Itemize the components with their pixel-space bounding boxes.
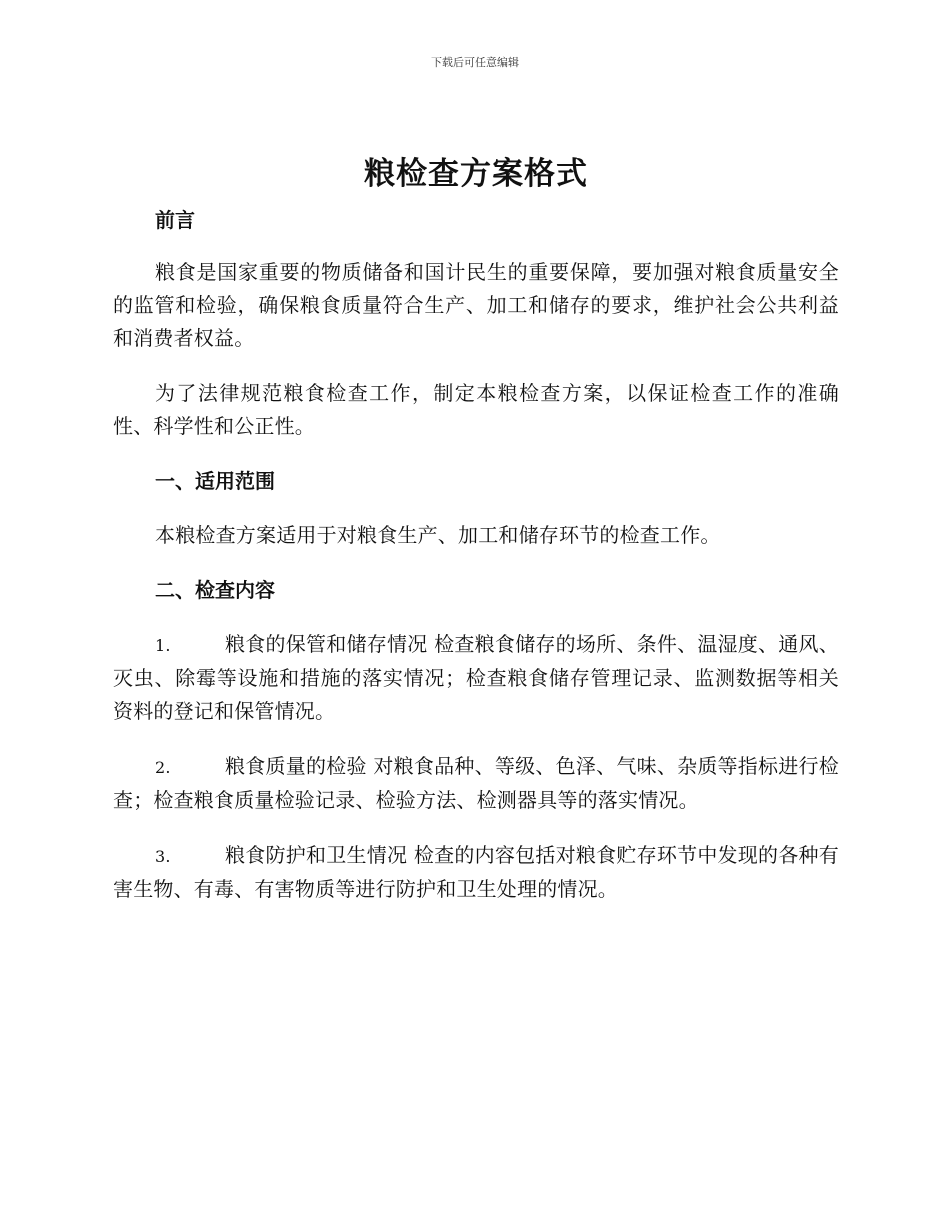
page-title: 粮检查方案格式 xyxy=(364,156,588,192)
list-item xyxy=(113,750,839,817)
content-heading: 二、检查内容 xyxy=(155,578,275,602)
list-item-text: 粮食防护和卫生情况 检查的内容包括对粮食贮存环节中发现的各种有害生物、有毒、有害物质等进行防护和卫生处理的情况。 xyxy=(113,843,839,901)
header-note: 下载后可任意编辑 xyxy=(431,56,519,69)
list-item-number: 1. xyxy=(155,636,171,655)
scope-paragraph: 本粮检查方案适用于对粮食生产、加工和储存环节的检查工作。 xyxy=(155,523,721,547)
list-item-number: 2. xyxy=(155,758,171,777)
list-item-number: 3. xyxy=(155,847,171,866)
list-item-text: 粮食的保管和储存情况 检查粮食储存的场所、条件、温湿度、通风、灭虫、除霉等设施和措施的落实情况；检查粮食储存管理记录、监测数据等相关资料的登记和保管情况。 xyxy=(113,632,839,723)
document-body xyxy=(113,150,839,906)
list-item xyxy=(113,628,839,728)
list-item xyxy=(113,839,839,906)
list-item-text: 粮食质量的检验 对粮食品种、等级、色泽、气味、杂质等指标进行检查；检查粮食质量检验记录、检验方法、检测器具等的落实情况。 xyxy=(113,754,839,812)
preface-paragraph-2: 为了法律规范粮食检查工作，制定本粮检查方案，以保证检查工作的准确性、科学性和公正性。 xyxy=(113,381,839,438)
scope-heading: 一、适用范围 xyxy=(155,469,275,493)
preface-heading: 前言 xyxy=(155,208,195,232)
preface-paragraph-1: 粮食是国家重要的物质储备和国计民生的重要保障，要加强对粮食质量安全的监管和检验，确保粮食质量符合生产、加工和储存的要求，维护社会公共利益和消费者权益。 xyxy=(113,260,839,350)
